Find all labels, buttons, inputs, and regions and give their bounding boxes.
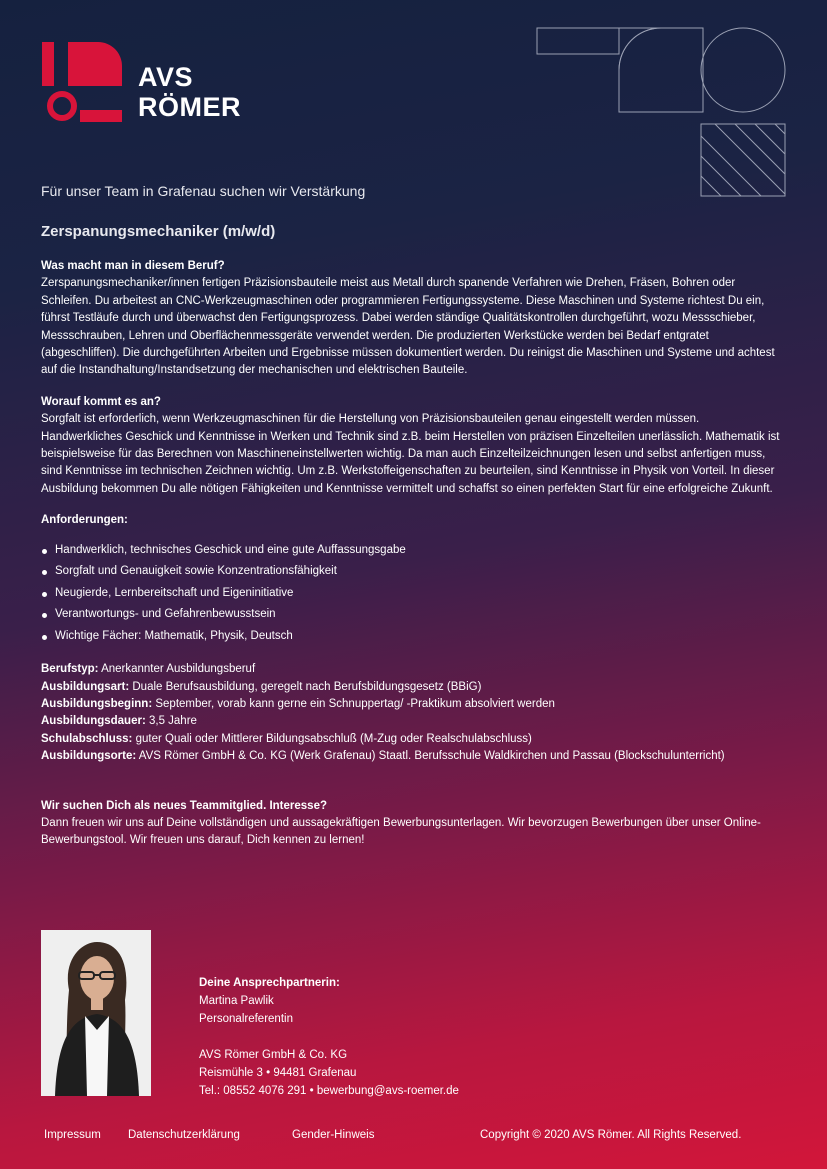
list-item bbox=[41, 583, 781, 605]
section-what-heading: Was macht man in diesem Beruf? bbox=[41, 260, 225, 272]
section-important-body: Sorgfalt ist erforderlich, wenn Werkzeugmaschinen für die Herstellung von Präzisionsbauteilen genau eingestellt werden müssen. Handwerkliches Geschick und Kenntnisse in Werken und Technik sind z.B. beim Herstellen von präzisen Einzelteilen unerlässlich. Mathematik ist beispielsweise für das Berechnen von Maschineneinstellwerten wichtig. Da man auch Einzelteilzeichnungen lesen und selbst anfertigen muss, sind Kenntnisse im technischen Zeichnen wichtig. Um z.B. Werkstoffeigenschaften zu beurteilen, sind Kenntnisse in Physik von Vorteil. In dieser Ausbildung bekommen Du alle nötigen Fähigkeiten und Kenntnisse vermittelt und schaffst so einen perfekten Start für eine erfolgreiche Zukunft. bbox=[41, 413, 780, 495]
fact-label: Ausbildungsdauer: bbox=[41, 715, 146, 728]
fact-label: Ausbildungsorte: bbox=[41, 750, 137, 763]
spacer bbox=[199, 1028, 459, 1046]
contact-photo bbox=[41, 930, 151, 1096]
list-item bbox=[41, 540, 781, 562]
list-item-text: Verantwortungs- und Gefahrenbewusstsein bbox=[55, 608, 276, 621]
contact-address: Reismühle 3 • 94481 Grafenau bbox=[199, 1067, 357, 1079]
contact-name: Martina Pawlik bbox=[199, 995, 274, 1007]
contact-company: AVS Römer GmbH & Co. KG bbox=[199, 1049, 348, 1061]
section-important-heading: Worauf kommt es an? bbox=[41, 395, 161, 408]
list-item-text: Sorgfalt und Genauigkeit sowie Konzentrationsfähigkeit bbox=[55, 565, 337, 578]
contact-phone-email[interactable]: Tel.: 08552 4076 291 • bewerbung@avs-roemer.de bbox=[199, 1085, 459, 1097]
bullet-icon bbox=[42, 570, 47, 575]
brand-line-2: RÖMER bbox=[138, 92, 241, 122]
footer-link-gender[interactable]: Gender-Hinweis bbox=[292, 1129, 375, 1141]
fact-row bbox=[41, 731, 781, 748]
bullet-icon bbox=[42, 635, 47, 640]
cta-heading: Wir suchen Dich als neues Teammitglied. Interesse? bbox=[41, 799, 327, 812]
list-item-text: Neugierde, Lernbereitschaft und Eigeninitiative bbox=[55, 586, 294, 599]
fact-value: Anerkannter Ausbildungsberuf bbox=[98, 663, 256, 676]
section-what bbox=[41, 258, 781, 380]
contact-block bbox=[199, 974, 459, 1100]
requirements-list bbox=[41, 540, 781, 648]
fact-row bbox=[41, 713, 781, 730]
job-title: Zerspanungsmechaniker (m/w/d) bbox=[41, 223, 276, 240]
fact-value: guter Quali oder Mittlerer Bildungsabschluß (M-Zug oder Realschulabschluss) bbox=[132, 732, 532, 745]
fact-row bbox=[41, 748, 781, 765]
contact-role: Personalreferentin bbox=[199, 1013, 293, 1025]
fact-label: Ausbildungsbeginn: bbox=[41, 698, 153, 710]
fact-row bbox=[41, 696, 781, 713]
fact-row bbox=[41, 679, 781, 696]
avs-roemer-logo bbox=[40, 42, 124, 124]
fact-label: Berufstyp: bbox=[41, 663, 99, 676]
brand-line-1: AVS bbox=[138, 62, 194, 92]
brand-name bbox=[138, 62, 241, 122]
job-content bbox=[41, 258, 781, 864]
fact-value: Duale Berufsausbildung, geregelt nach Berufsbildungsgesetz (BBiG) bbox=[129, 680, 482, 693]
fact-row bbox=[41, 661, 781, 678]
bullet-icon bbox=[42, 549, 47, 554]
fact-value: 3,5 Jahre bbox=[145, 715, 197, 728]
decorative-shapes bbox=[535, 26, 825, 198]
list-item-text: Handwerklich, technisches Geschick und eine gute Auffassungsgabe bbox=[55, 543, 406, 556]
training-facts bbox=[41, 661, 781, 765]
bullet-icon bbox=[42, 592, 47, 597]
list-item bbox=[41, 626, 781, 648]
requirements-heading: Anforderungen: bbox=[41, 514, 128, 527]
bullet-icon bbox=[42, 613, 47, 618]
list-item-text: Wichtige Fächer: Mathematik, Physik, Deutsch bbox=[55, 629, 293, 642]
tagline: Für unser Team in Grafenau suchen wir Verstärkung bbox=[41, 183, 366, 199]
fact-value: September, vorab kann gerne ein Schnuppertag/ -Praktikum absolviert werden bbox=[152, 698, 555, 710]
list-item bbox=[41, 604, 781, 626]
list-item bbox=[41, 561, 781, 583]
fact-label: Ausbildungsart: bbox=[41, 680, 130, 693]
cta-body: Dann freuen wir uns auf Deine vollständigen und aussagekräftigen Bewerbungsunterlagen. Wir bevorzugen Bewerbungen über unser Online-Bewerbungstool. Wir freuen uns darauf, Dich kennen zu lernen! bbox=[41, 817, 761, 847]
fact-value: AVS Römer GmbH & Co. KG (Werk Grafenau) Staatl. Berufsschule Waldkirchen und Passau (Blockschulunterricht) bbox=[136, 750, 725, 763]
footer-link-impressum[interactable]: Impressum bbox=[44, 1129, 101, 1141]
contact-heading: Deine Ansprechpartnerin: bbox=[199, 977, 340, 989]
section-important bbox=[41, 394, 781, 498]
section-what-body: Zerspanungsmechaniker/innen fertigen Präzisionsbauteile meist aus Metall durch spanende Verfahren wie Drehen, Fräsen, Bohren oder Schleifen. Du arbeitest an CNC-Werkzeugmaschinen oder programmieren Fertigungssysteme. Diese Maschinen und Systeme richtest Du ein, führst Testläufe durch und überwachst den Fertigungsprozess. Dabei werden ständige Qualitätskontrollen durchgeführt, wozu Messschieber, Messschrauben, Lehren und Oberflächenmessgeräte verwendet werden. Die produzierten Werkstücke werden bei Bedarf entgratet (abgeschliffen). Die durchgeführten Arbeiten und Ergebnisse müssen dokumentiert werden. Du reinigst die Maschinen und Systeme und achtest auf die Instandhaltung/Instandsetzung der mechanischen und elektrischen Bauteile. bbox=[41, 277, 775, 377]
footer-link-datenschutz[interactable]: Datenschutzerklärung bbox=[128, 1129, 240, 1141]
fact-label: Schulabschluss: bbox=[41, 732, 133, 745]
call-to-action bbox=[41, 798, 781, 850]
person-portrait-icon bbox=[41, 930, 151, 1096]
copyright-text: Copyright © 2020 AVS Römer. All Rights Reserved. bbox=[480, 1129, 742, 1141]
